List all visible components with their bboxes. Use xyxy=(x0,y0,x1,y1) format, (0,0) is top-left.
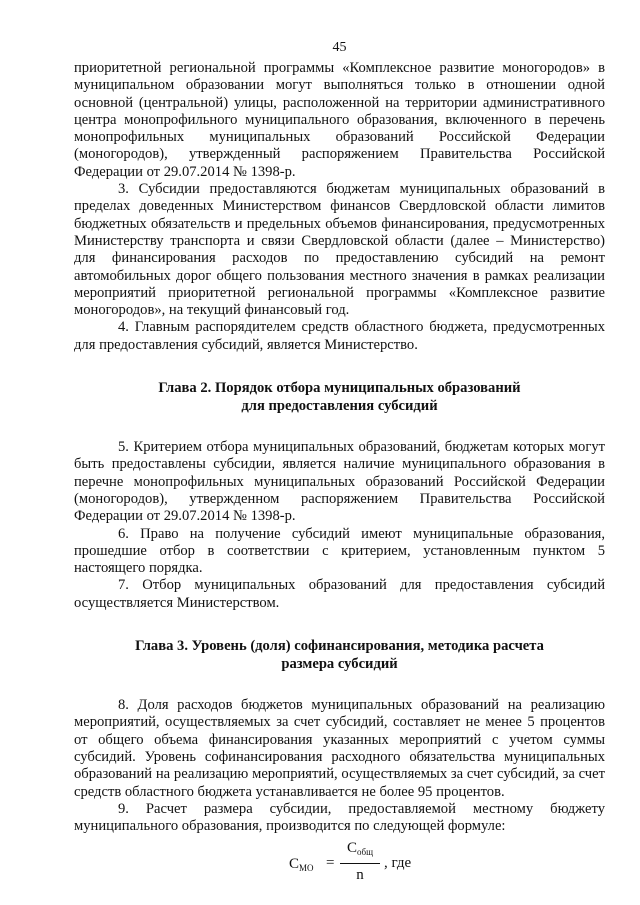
paragraph-8: 8. Доля расходов бюджетов муниципальных образований на реализацию мероприятий, осуществляемых за счет субсидий, составляет не менее 5 процентов от общего объема финансирования указанных мероприятий с учетом суммы субсидий. Уровень софинансирования расходного обязательства муниципальных образований на реализацию мероприятий, осуществляемых за счет субсидий, за счет средств областного бюджета устанавливается не более 95 процентов. xyxy=(74,697,605,800)
formula-fraction xyxy=(340,839,380,884)
chapter-3-title-line-2: размера субсидий xyxy=(281,656,398,673)
chapter-3-title-line-1: Глава 3. Уровень (доля) софинансирования, методика расчета xyxy=(135,638,544,655)
formula-equals: = xyxy=(326,855,335,872)
paragraph-continuation: приоритетной региональной программы «Комплексное развитие моногородов» в муниципальном образовании могут выполняться только в отношении одной основной (центральной) улицы, расположенной на территории административного центра монопрофильного муниципального образования, включенного в перечень монопрофильных муниципальных образований Российской Федерации (моногородов), утвержденный распоряжением Правительства Российской Федерации от 29.07.2014 № 1398-р. xyxy=(74,60,605,180)
paragraph-7: 7. Отбор муниципальных образований для предоставления субсидий осуществляется Министерством. xyxy=(74,577,605,611)
page-number: 45 xyxy=(332,40,347,55)
chapter-2-title-line-1: Глава 2. Порядок отбора муниципальных образований xyxy=(158,380,521,397)
formula-denominator: n xyxy=(356,867,364,884)
paragraph-5: 5. Критерием отбора муниципальных образований, бюджетам которых могут быть предоставлены субсидии, является наличие муниципального образования в перечне монопрофильных муниципальных образований Российской Федерации (моногородов), утвержденном распоряжением Правительства Российской Федерации от 29.07.2014 № 1398-р. xyxy=(74,439,605,525)
paragraph-3: 3. Субсидии предоставляются бюджетам муниципальных образований в пределах доведенных Министерством финансов Свердловской области лимитов бюджетных обязательств и предельных объемов финансирования, предусмотренных Министерству транспорта и связи Свердловской области (далее – Министерство) для финансирования расходов по предоставлению субсидий на ремонт автомобильных дорог общего пользования местного значения в рамках реализации мероприятий приоритетной региональной программы «Комплексное развитие моногородов», на текущий финансовый год. xyxy=(74,181,605,319)
chapter-2-title-line-2: для предоставления субсидий xyxy=(241,398,438,415)
fraction-bar xyxy=(340,863,380,864)
paragraph-9: 9. Расчет размера субсидии, предоставляемой местному бюджету муниципального образования, производится по следующей формуле: xyxy=(74,800,605,835)
paragraph-4: 4. Главным распорядителем средств областного бюджета, предусмотренных для предоставления субсидий, является Министерство. xyxy=(74,319,605,353)
chapter-2-heading xyxy=(74,379,605,415)
formula-tail: , где xyxy=(384,855,412,872)
formula-lhs: $C_{МО}$ xyxy=(289,856,314,874)
formula-numerator: $C_{общ}$ xyxy=(346,840,374,858)
paragraph-6: 6. Право на получение субсидий имеют муниципальные образования, прошедшие отбор в соответствии с критерием, установленным пунктом 5 настоящего порядка. xyxy=(74,525,605,577)
chapter-3-heading xyxy=(74,637,605,673)
subsidy-formula xyxy=(74,839,605,893)
